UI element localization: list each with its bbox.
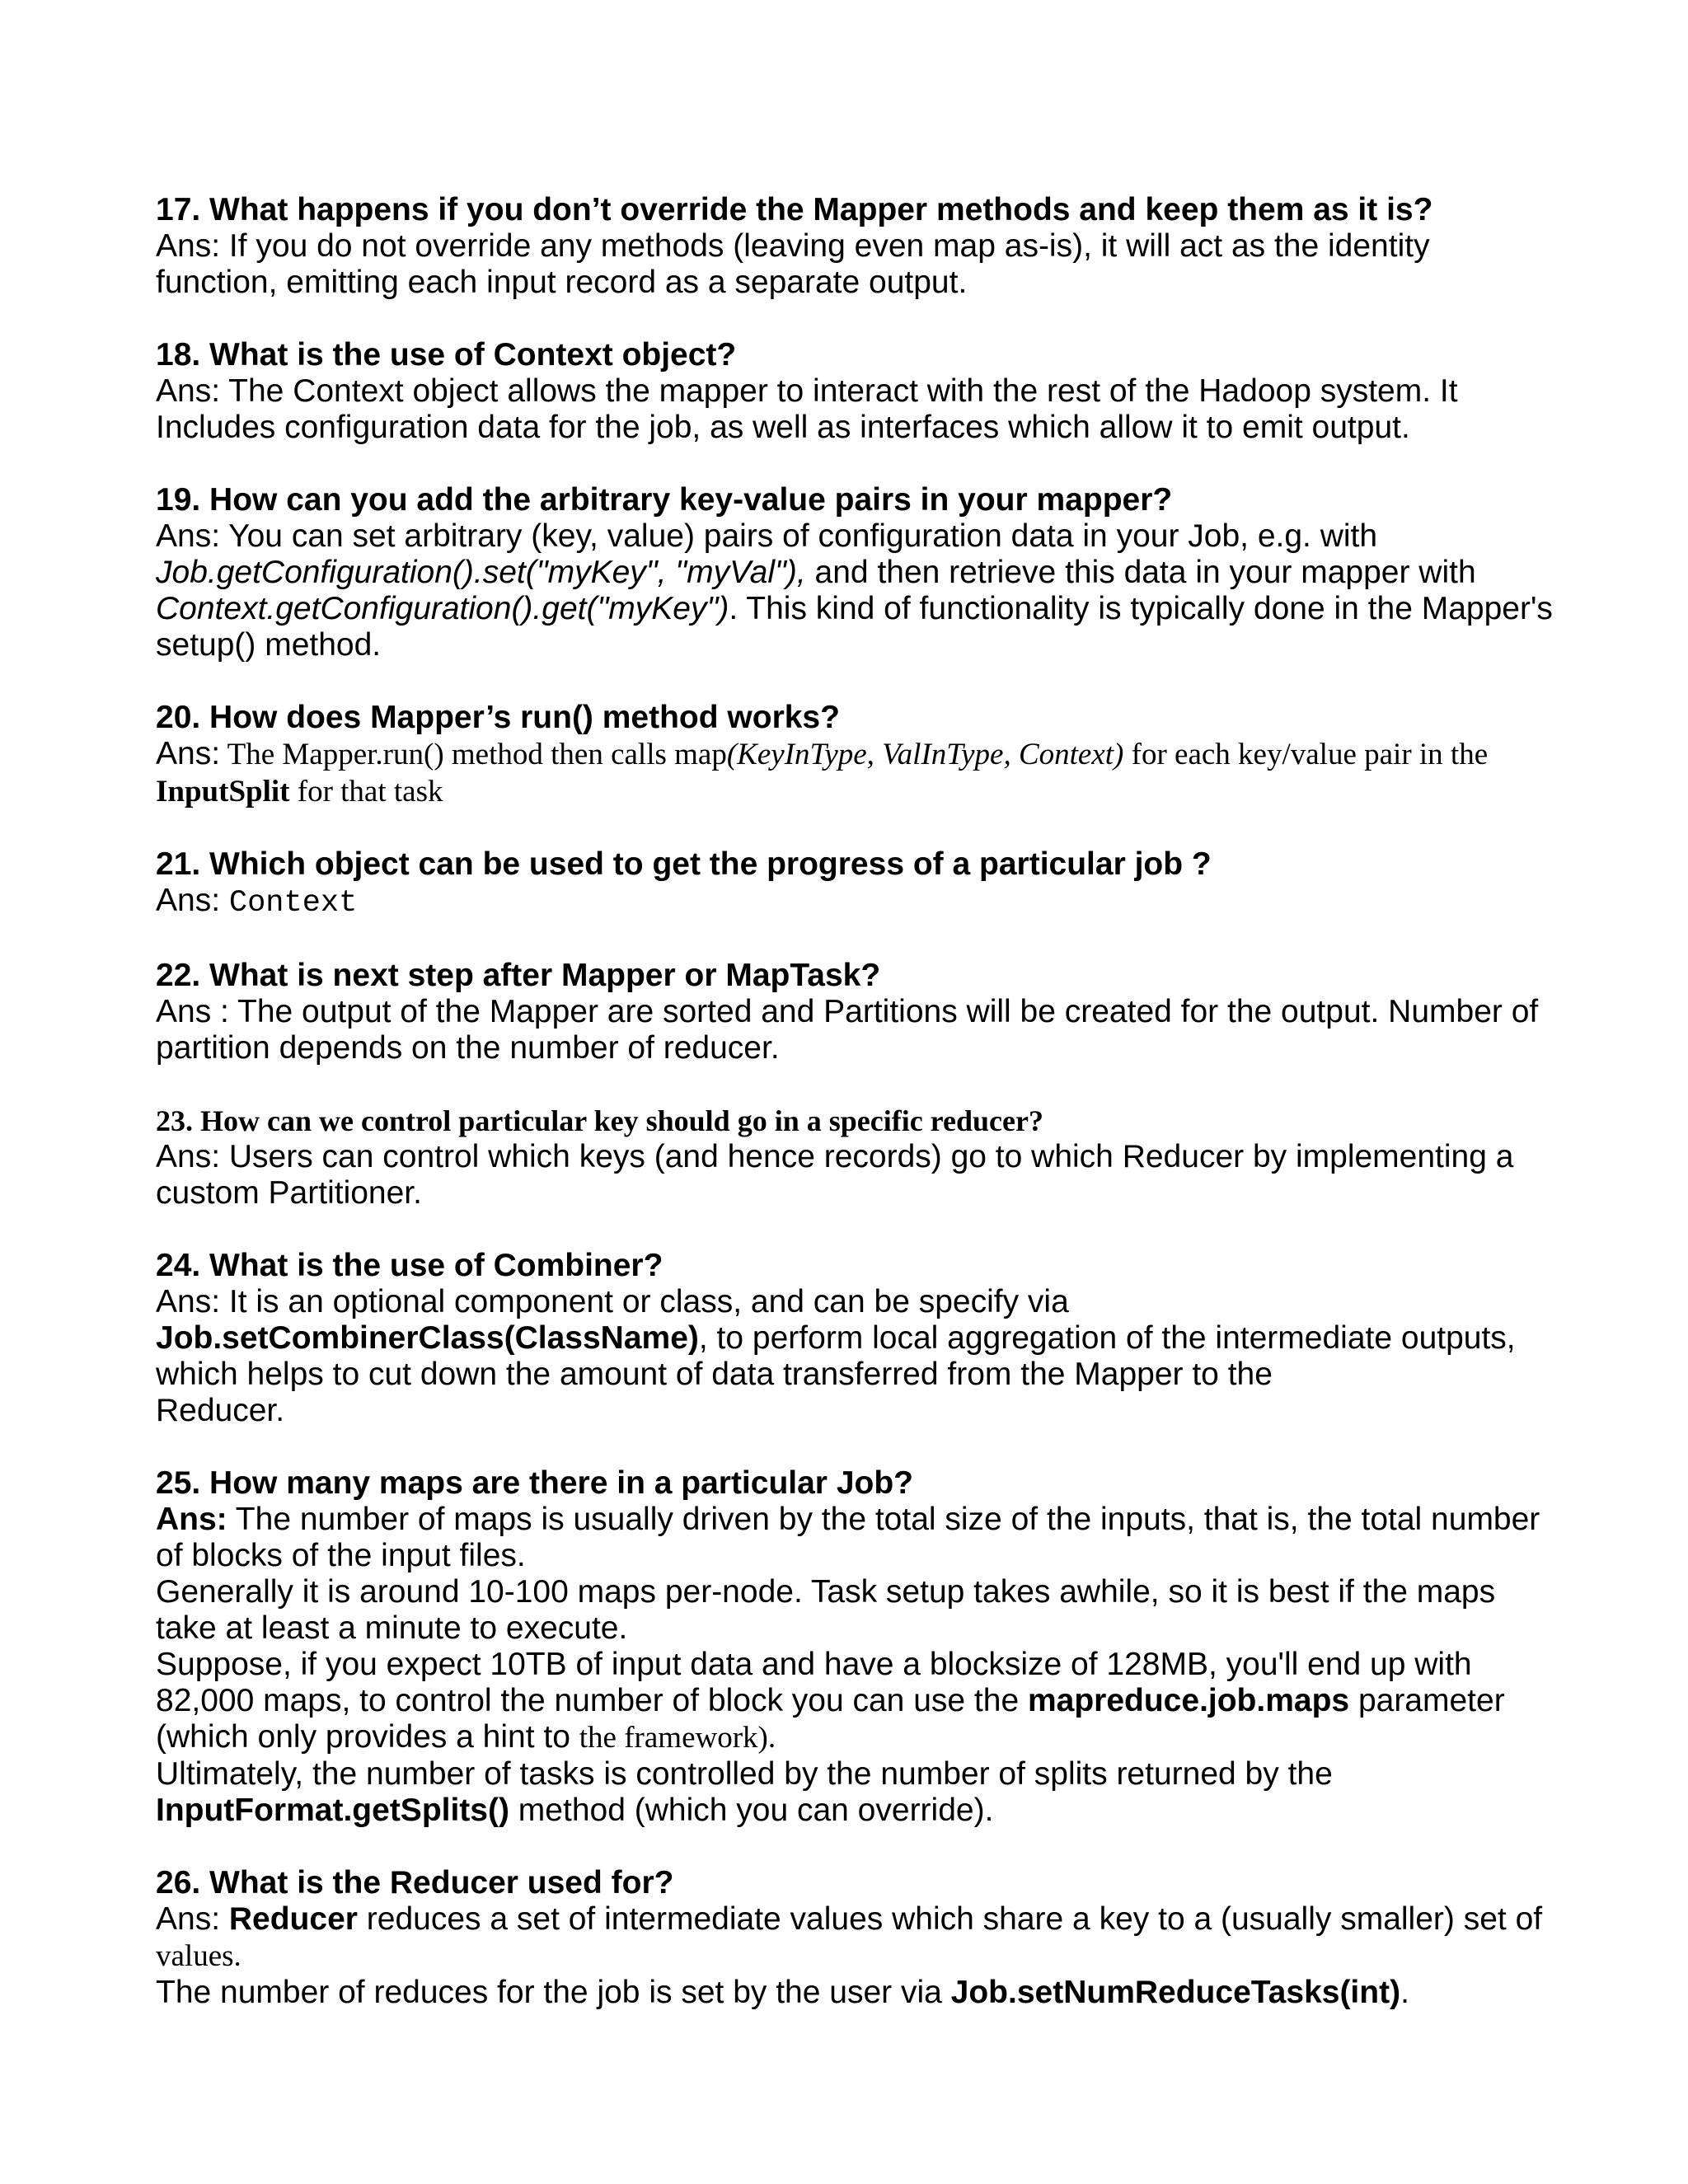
answer-19-text-3: . This kind of functionality is typically done in the Mapper's setup() method. bbox=[156, 591, 1553, 663]
qa-item-23 bbox=[156, 1103, 1557, 1212]
question-18: 18. What is the use of Context object? bbox=[156, 337, 737, 373]
qa-item-19 bbox=[156, 482, 1557, 663]
answer-19-text-2: and then retrieve this data in your mapper with bbox=[805, 555, 1476, 590]
answer-22: Ans : The output of the Mapper are sorted and Partitions will be created for the output. Number of partition depends on the number of reducer. bbox=[156, 994, 1539, 1066]
qa-item-18 bbox=[156, 337, 1557, 446]
qa-item-26 bbox=[156, 1865, 1557, 2011]
answer-26-text-2b: . bbox=[1400, 1975, 1409, 2010]
question-17: 17. What happens if you don’t override the Mapper methods and keep them as it is? bbox=[156, 192, 1433, 227]
qa-list bbox=[156, 192, 1557, 2047]
answer-26-reducer: Reducer bbox=[228, 1901, 358, 1937]
answer-21 bbox=[156, 883, 1557, 921]
answer-26-text-2: The number of reduces for the job is set by the user via bbox=[156, 1975, 951, 2010]
answer-25-text-1: The number of maps is usually driven by the total size of the inputs, that is, the total number of blocks of the input files. bbox=[156, 1502, 1540, 1573]
answer-25-label: Ans: bbox=[156, 1502, 227, 1537]
question-19: 19. How can you add the arbitrary key-value pairs in your mapper? bbox=[156, 482, 1173, 518]
answer-26-text-1: reduces a set of intermediate values which share a key to a (usually smaller) set of bbox=[357, 1901, 1543, 1937]
qa-item-20 bbox=[156, 700, 1557, 810]
answer-20-text-2: for each key/value pair in the bbox=[1123, 738, 1489, 771]
answer-25-text-4b: method (which you can override). bbox=[509, 1793, 994, 1828]
answer-24-text-1: Ans: It is an optional component or class, and can be specify via bbox=[156, 1284, 1069, 1319]
answer-23: Ans: Users can control which keys (and hence records) go to which Reducer by implementing a custom Partitioner. bbox=[156, 1139, 1514, 1211]
answer-25-text-4: Ultimately, the number of tasks is controlled by the number of splits returned by the bbox=[156, 1756, 1333, 1792]
question-25: 25. How many maps are there in a particular Job? bbox=[156, 1465, 913, 1501]
answer-25-text-3c: the framework). bbox=[579, 1721, 776, 1755]
question-20: 20. How does Mapper’s run() method works? bbox=[156, 700, 840, 735]
answer-26-para-1 bbox=[156, 1901, 1557, 1975]
answer-21-prefix: Ans: bbox=[156, 883, 221, 918]
answer-25-para-4 bbox=[156, 1756, 1557, 1829]
answer-20-text-1: The Mapper.run() method then calls map bbox=[220, 738, 727, 771]
answer-25-text-3b: parameter (which only provides a hint to bbox=[156, 1683, 1505, 1755]
qa-item-17 bbox=[156, 192, 1557, 301]
answer-18: Ans: The Context object allows the mapper to interact with the rest of the Hadoop system. It Includes configuration data for the job, as well as interfaces which allow it to emit output. bbox=[156, 373, 1458, 445]
qa-item-25 bbox=[156, 1465, 1557, 1829]
answer-26-para-2 bbox=[156, 1975, 1557, 2011]
answer-25-para-1 bbox=[156, 1502, 1557, 1574]
qa-item-21 bbox=[156, 846, 1557, 921]
question-26: 26. What is the Reducer used for? bbox=[156, 1865, 674, 1900]
answer-25-getsplits: InputFormat.getSplits() bbox=[156, 1793, 509, 1828]
qa-item-22 bbox=[156, 958, 1557, 1066]
answer-25-maps-param: mapreduce.job.maps bbox=[1027, 1683, 1350, 1718]
answer-20-text-3: for that task bbox=[289, 775, 443, 808]
answer-24 bbox=[156, 1284, 1557, 1429]
answer-19-code-get: Context.getConfiguration().get("myKey") bbox=[156, 591, 729, 626]
answer-20-inputsplit: InputSplit bbox=[156, 775, 290, 808]
answer-20-prefix: Ans: bbox=[156, 736, 221, 771]
answer-19-code-set: Job.getConfiguration().set("myKey", "myVal"), bbox=[156, 555, 806, 590]
answer-26-text-1b: values. bbox=[156, 1939, 241, 1973]
answer-19 bbox=[156, 518, 1557, 663]
answer-20 bbox=[156, 736, 1557, 810]
answer-24-text-3: Reducer. bbox=[156, 1393, 285, 1428]
answer-26-prefix: Ans: bbox=[156, 1901, 229, 1937]
question-22: 22. What is next step after Mapper or MapTask? bbox=[156, 958, 881, 993]
answer-25-text-3: Suppose, if you expect 10TB of input data and have a blocksize of 128MB, you'll end up with 82,000 maps, to control the number of block you can use the bbox=[156, 1647, 1472, 1718]
question-24: 24. What is the use of Combiner? bbox=[156, 1248, 663, 1283]
answer-25-para-3 bbox=[156, 1647, 1557, 1756]
question-21: 21. Which object can be used to get the progress of a particular job ? bbox=[156, 846, 1212, 882]
answer-25-para-2: Generally it is around 10-100 maps per-node. Task setup takes awhile, so it is best if the maps take at least a minute to execute. bbox=[156, 1574, 1496, 1646]
answer-24-text-2: , to perform local aggregation of the intermediate outputs, which helps to cut down the amount of data transferred from the Mapper to the bbox=[156, 1320, 1516, 1392]
qa-item-24 bbox=[156, 1248, 1557, 1429]
answer-17: Ans: If you do not override any methods (leaving even map as-is), it will act as the identity function, emitting each input record as a separate output. bbox=[156, 228, 1430, 300]
answer-26-num-reduce: Job.setNumReduceTasks(int) bbox=[950, 1975, 1401, 2010]
question-23: 23. How can we control particular key should go in a specific reducer? bbox=[156, 1104, 1043, 1137]
answer-19-text-1: Ans: You can set arbitrary (key, value) pairs of configuration data in your Job, e.g. with bbox=[156, 518, 1378, 554]
answer-24-combiner-class: Job.setCombinerClass(ClassName) bbox=[156, 1320, 699, 1356]
answer-21-code: Context bbox=[228, 886, 358, 921]
answer-20-signature: (KeyInType, ValInType, Context) bbox=[726, 738, 1124, 771]
